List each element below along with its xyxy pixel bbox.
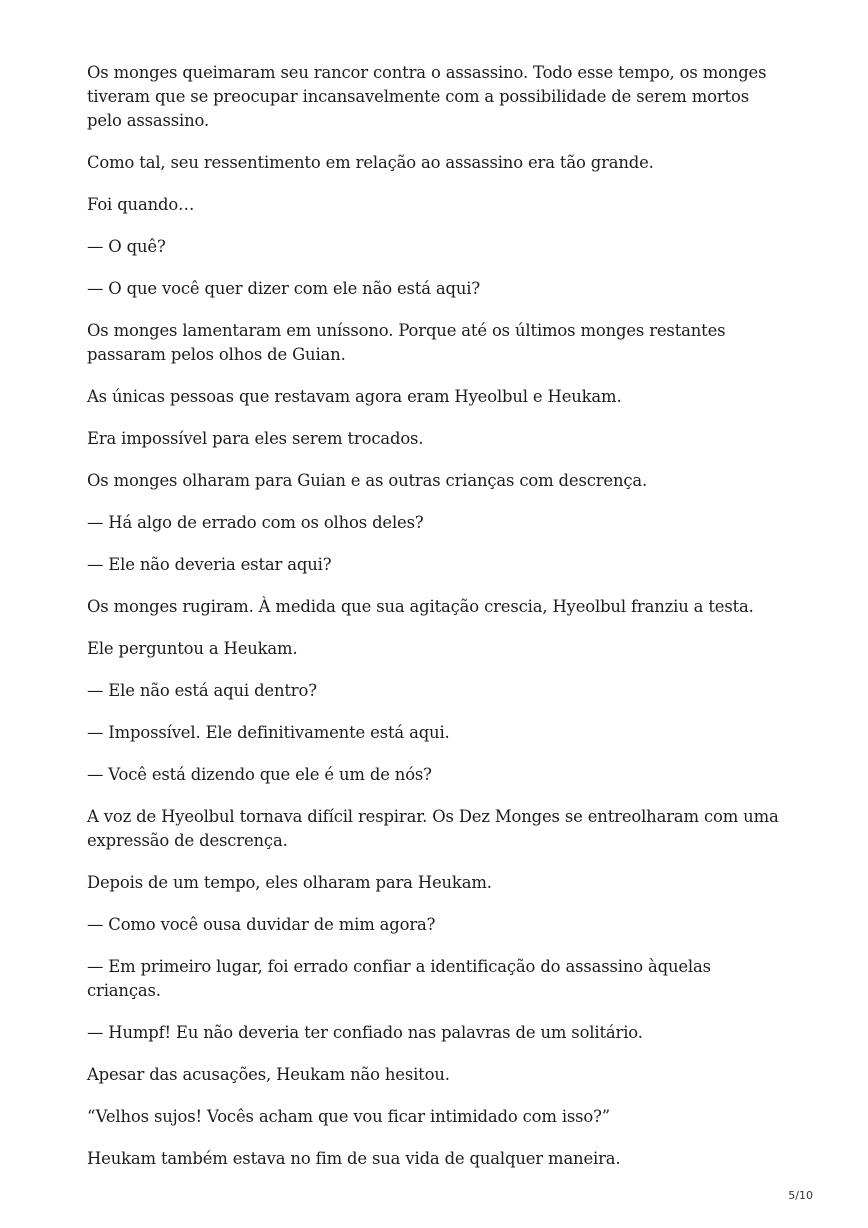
paragraph: As únicas pessoas que restavam agora eram Hyeolbul e Heukam. bbox=[87, 387, 622, 406]
paragraph: — Ele não deveria estar aqui? bbox=[87, 555, 332, 574]
paragraph: A voz de Hyeolbul tornava difícil respirar. Os Dez Monges se entreolharam com uma expressão de descrença. bbox=[87, 807, 779, 850]
page-number: 5/10 bbox=[788, 1189, 813, 1202]
paragraph: Heukam também estava no fim de sua vida de qualquer maneira. bbox=[87, 1149, 621, 1168]
paragraph: — O que você quer dizer com ele não está aqui? bbox=[87, 279, 481, 298]
paragraph: Depois de um tempo, eles olharam para Heukam. bbox=[87, 873, 492, 892]
paragraph: Foi quando… bbox=[87, 195, 195, 214]
document-body bbox=[87, 61, 787, 1189]
paragraph: — Em primeiro lugar, foi errado confiar a identificação do assassino àquelas crianças. bbox=[87, 957, 711, 1000]
paragraph: Os monges lamentaram em uníssono. Porque até os últimos monges restantes passaram pelos olhos de Guian. bbox=[87, 321, 726, 364]
paragraph: Era impossível para eles serem trocados. bbox=[87, 429, 424, 448]
paragraph: — Há algo de errado com os olhos deles? bbox=[87, 513, 424, 532]
paragraph: Ele perguntou a Heukam. bbox=[87, 639, 298, 658]
paragraph: — Você está dizendo que ele é um de nós? bbox=[87, 765, 432, 784]
paragraph: Como tal, seu ressentimento em relação ao assassino era tão grande. bbox=[87, 153, 654, 172]
paragraph: Os monges rugiram. À medida que sua agitação crescia, Hyeolbul franziu a testa. bbox=[87, 597, 754, 616]
paragraph: Os monges queimaram seu rancor contra o assassino. Todo esse tempo, os monges tiveram que se preocupar incansavelmente com a possibilidade de serem mortos pelo assassino. bbox=[87, 63, 767, 130]
paragraph: — O quê? bbox=[87, 237, 166, 256]
paragraph: — Ele não está aqui dentro? bbox=[87, 681, 317, 700]
paragraph: Apesar das acusações, Heukam não hesitou. bbox=[87, 1065, 450, 1084]
paragraph: “Velhos sujos! Vocês acham que vou ficar intimidado com isso?” bbox=[87, 1107, 611, 1126]
paragraph: — Como você ousa duvidar de mim agora? bbox=[87, 915, 436, 934]
paragraph: Os monges olharam para Guian e as outras crianças com descrença. bbox=[87, 471, 648, 490]
paragraph: — Impossível. Ele definitivamente está aqui. bbox=[87, 723, 450, 742]
paragraph: — Humpf! Eu não deveria ter confiado nas palavras de um solitário. bbox=[87, 1023, 643, 1042]
